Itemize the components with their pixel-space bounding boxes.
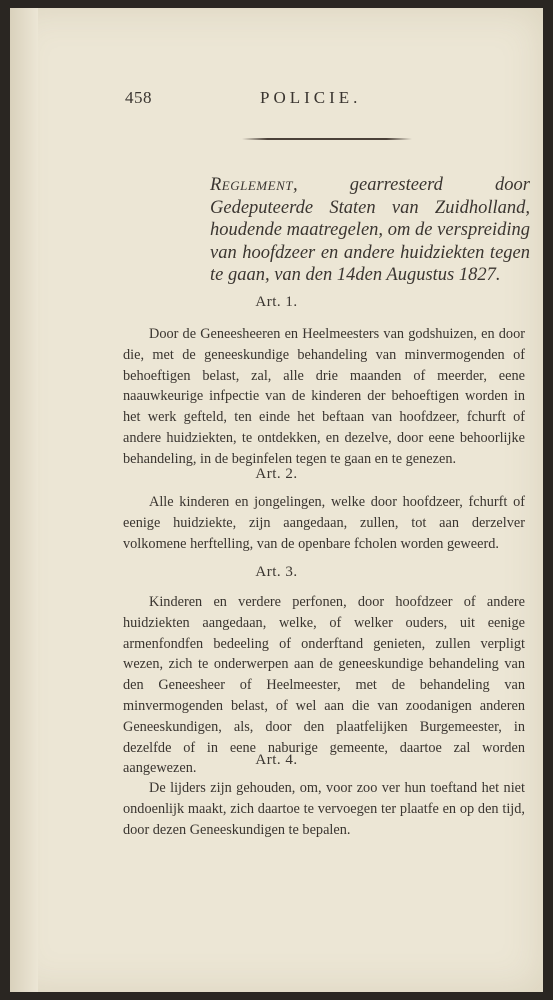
article-1-text: Door de Geneesheeren en Heelmeesters van godshuizen, en door die, met de geneeskundige behandeling van minvermogenden of behoeftigen belast, zal, alle drie maanden of meerder, eene naauwkeurige infpectie van de kinderen der behoeftigen worden in het werk gefteld, ten einde het beftaan van hoofdzeer, fchurft of andere huidziekten, te ontdekken, en dezelve, door eene behoorlijke behandeling, in de beginfelen tegen te gaan en te genezen. [123, 326, 525, 467]
article-2-text: Alle kinderen en jongelingen, welke door hoofdzeer, fchurft of eenige huidziekte, zijn aangedaan, zullen, tot aan derzelver volkomene herftelling, van de openbare fcholen worden geweerd. [123, 494, 525, 552]
article-3-title: Art. 3. [255, 564, 298, 580]
article-4-title: Art. 4. [255, 752, 298, 768]
regulation-heading [210, 174, 530, 287]
article-1-title: Art. 1. [255, 294, 298, 310]
heading-lead: Reglement [210, 175, 293, 195]
book-page [10, 8, 543, 992]
article-3-text: Kinderen en verdere perfonen, door hoofdzeer of andere huidziekten aangedaan, welke, of welker ouders, uit eenige armenfondfen bedeeling of onderftand genieten, zullen verpligt wezen, zich te onderwerpen aan de geneeskundige behandeling van den Geneesheer of Heelmeester, met de behandeling van minvermogenden belast, of wel aan die van zoodanigen anderen Geneeskundigen, als, door den plaatfelijken Burgemeester, in dezelfde of in eene naburige gemeente, daartoe zal worden aangewezen. [123, 594, 525, 777]
article-1-body [123, 324, 525, 470]
article-4-text: De lijders zijn gehouden, om, voor zoo ver hun toeftand het niet ondoenlijk maakt, zich daartoe te vervoegen ter plaatfe en op den tijd, door dezen Geneeskundigen te bepalen. [123, 780, 525, 838]
ornamental-rule [242, 138, 412, 140]
page-header [125, 88, 425, 118]
running-title: POLICIE. [260, 88, 362, 107]
heading-text: , gearresteerd door Gedeputeerde Staten van Zuidholland, houdende maatregelen, om de verspreiding van hoofdzeer en andere huidziekten tegen te gaan, van den 14den Augustus 1827. [210, 175, 530, 285]
page-number: 458 [125, 88, 152, 107]
article-4-body [123, 778, 525, 840]
page-gutter [10, 8, 38, 992]
article-2-body [123, 492, 525, 554]
article-2-title: Art. 2. [255, 466, 298, 482]
